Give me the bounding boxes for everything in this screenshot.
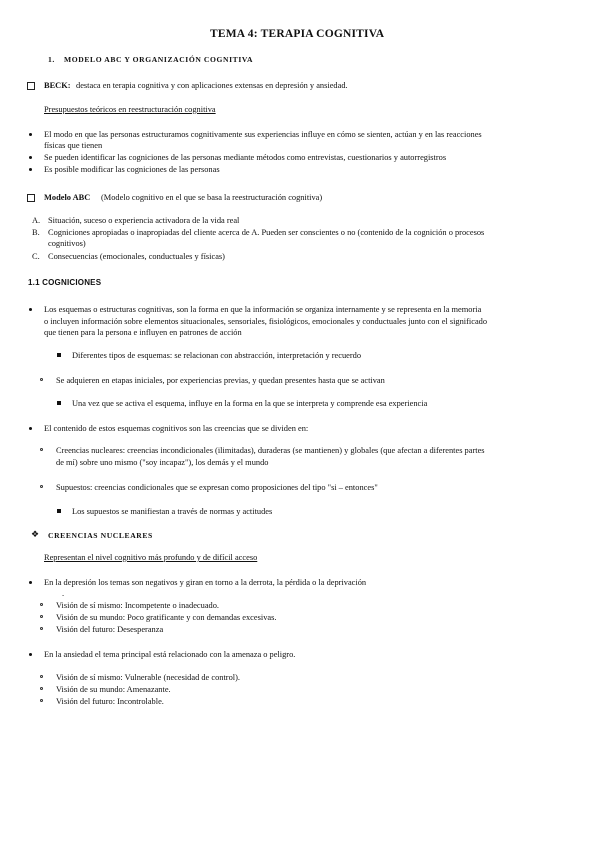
presupuesto-item-cont: físicas que tienen	[44, 141, 103, 150]
dot-mark: .	[62, 589, 65, 598]
bullet-icon	[29, 308, 32, 311]
circle-bullet-icon	[40, 485, 43, 488]
checkbox-icon	[27, 82, 35, 90]
cogniciones-p2-sub: Una vez que se activa el esquema, influye en la forma en la que se interpreta y comprende esa experiencia	[72, 399, 428, 408]
bullet-icon	[29, 133, 32, 136]
abc-text: (Modelo cognitivo en el que se basa la reestructuración cognitiva)	[101, 193, 323, 202]
abc-name: Modelo ABC	[44, 193, 91, 202]
circle-bullet-icon	[40, 603, 43, 606]
presupuesto-item: Se pueden identificar las cogniciones de las personas mediante métodos como entrevistas, cuestionarios y autorregistros	[44, 153, 447, 162]
circle-bullet-icon	[40, 687, 43, 690]
section-heading: MODELO ABC Y ORGANIZACIÓN COGNITIVA	[64, 55, 254, 64]
cogniciones-p3: El contenido de estos esquemas cognitivos son las creencias que se dividen en:	[44, 424, 309, 433]
cogniciones-p1-line: que tienen para la persona e influyen en patrones de acción	[44, 328, 242, 337]
bullet-icon	[29, 427, 32, 430]
section-number: 1.	[48, 55, 55, 64]
circle-bullet-icon	[40, 627, 43, 630]
depresion-item: Visión de su mundo: Poco gratificante y con demandas excesivas.	[56, 613, 277, 622]
depresion-item: Visión de sí mismo: Incompetente o inadecuado.	[56, 601, 220, 610]
ansiedad-item: Visión de sí mismo: Vulnerable (necesidad de control).	[56, 673, 240, 682]
circle-bullet-icon	[40, 699, 43, 702]
creencias-nucleares-line: Creencias nucleares: creencias incondicionales (ilimitadas), duraderas (se mantienen) y globales (que afectan a diferentes partes	[56, 446, 485, 455]
circle-bullet-icon	[40, 448, 43, 451]
presupuestos-heading: Presupuestos teóricos en reestructuración cognitiva	[44, 105, 216, 114]
bullet-icon	[29, 653, 32, 656]
abc-letter: A.	[32, 216, 41, 225]
creencias-nucleares-line: de mí) sobre uno mismo ("soy incapaz"), los demás y el mundo	[56, 458, 269, 467]
abc-letter: B.	[32, 228, 40, 237]
circle-bullet-icon	[40, 378, 43, 381]
beck-name: BECK:	[44, 81, 71, 90]
abc-item: Consecuencias (emocionales, conductuales y físicas)	[48, 252, 225, 261]
cogniciones-p1-line: o incluyen información sobre elementos situacionales, sensoriales, fisiológicos, emocionales y conductuales junto con el significado	[44, 317, 488, 326]
square-bullet-icon	[57, 353, 61, 357]
abc-letter: C.	[32, 252, 40, 261]
presupuesto-item: El modo en que las personas estructuramos cognitivamente sus experiencias influye en cómo se sienten, actúan y en las reacciones	[44, 130, 482, 139]
abc-item: Cogniciones apropiadas o inapropiadas del cliente acerca de A. Pueden ser conscientes o no (contenido de la cognición o procesos	[48, 228, 485, 237]
ansiedad-text: En la ansiedad el tema principal está relacionado con la amenaza o peligro.	[44, 650, 296, 659]
nucleares-subheading: Representan el nivel cognitivo más profundo y de difícil acceso	[44, 553, 258, 562]
abc-item-cont: cognitivos)	[48, 239, 86, 248]
ansiedad-item: Visión de su mundo: Amenazante.	[56, 685, 171, 694]
supuestos-sub: Los supuestos se manifiestan a través de normas y actitudes	[72, 507, 273, 516]
nucleares-heading: CREENCIAS NUCLEARES	[48, 531, 153, 540]
beck-text: destaca en terapia cognitiva y con aplicaciones extensas en depresión y ansiedad.	[76, 81, 348, 90]
circle-bullet-icon	[40, 615, 43, 618]
diamond-bullet-icon: ❖	[31, 529, 40, 539]
depresion-text: En la depresión los temas son negativos y giran en torno a la derrota, la pérdida o la deprivación	[44, 578, 367, 587]
ansiedad-item: Visión del futuro: Incontrolable.	[56, 697, 164, 706]
bullet-icon	[29, 156, 32, 159]
cogniciones-heading: 1.1 COGNICIONES	[28, 278, 102, 287]
abc-item: Situación, suceso o experiencia activadora de la vida real	[48, 216, 240, 225]
depresion-item: Visión del futuro: Desesperanza	[56, 625, 164, 634]
cogniciones-p2: Se adquieren en etapas iniciales, por experiencias previas, y quedan presentes hasta que se activan	[56, 376, 385, 385]
checkbox-icon	[27, 194, 35, 202]
bullet-icon	[29, 168, 32, 171]
supuestos-text: Supuestos: creencias condicionales que se expresan como proposiciones del tipo "si – entonces"	[56, 483, 378, 492]
cogniciones-p1-line: Los esquemas o estructuras cognitivas, son la forma en que la información se organiza internamente y se representa en la memoria	[44, 305, 482, 314]
square-bullet-icon	[57, 401, 61, 405]
circle-bullet-icon	[40, 675, 43, 678]
presupuesto-item: Es posible modificar las cogniciones de las personas	[44, 165, 220, 174]
cogniciones-p1-sub: Diferentes tipos de esquemas: se relacionan con abstracción, interpretación y recuerdo	[72, 351, 362, 360]
square-bullet-icon	[57, 509, 61, 513]
page-title: TEMA 4: TERAPIA COGNITIVA	[210, 28, 385, 40]
bullet-icon	[29, 581, 32, 584]
